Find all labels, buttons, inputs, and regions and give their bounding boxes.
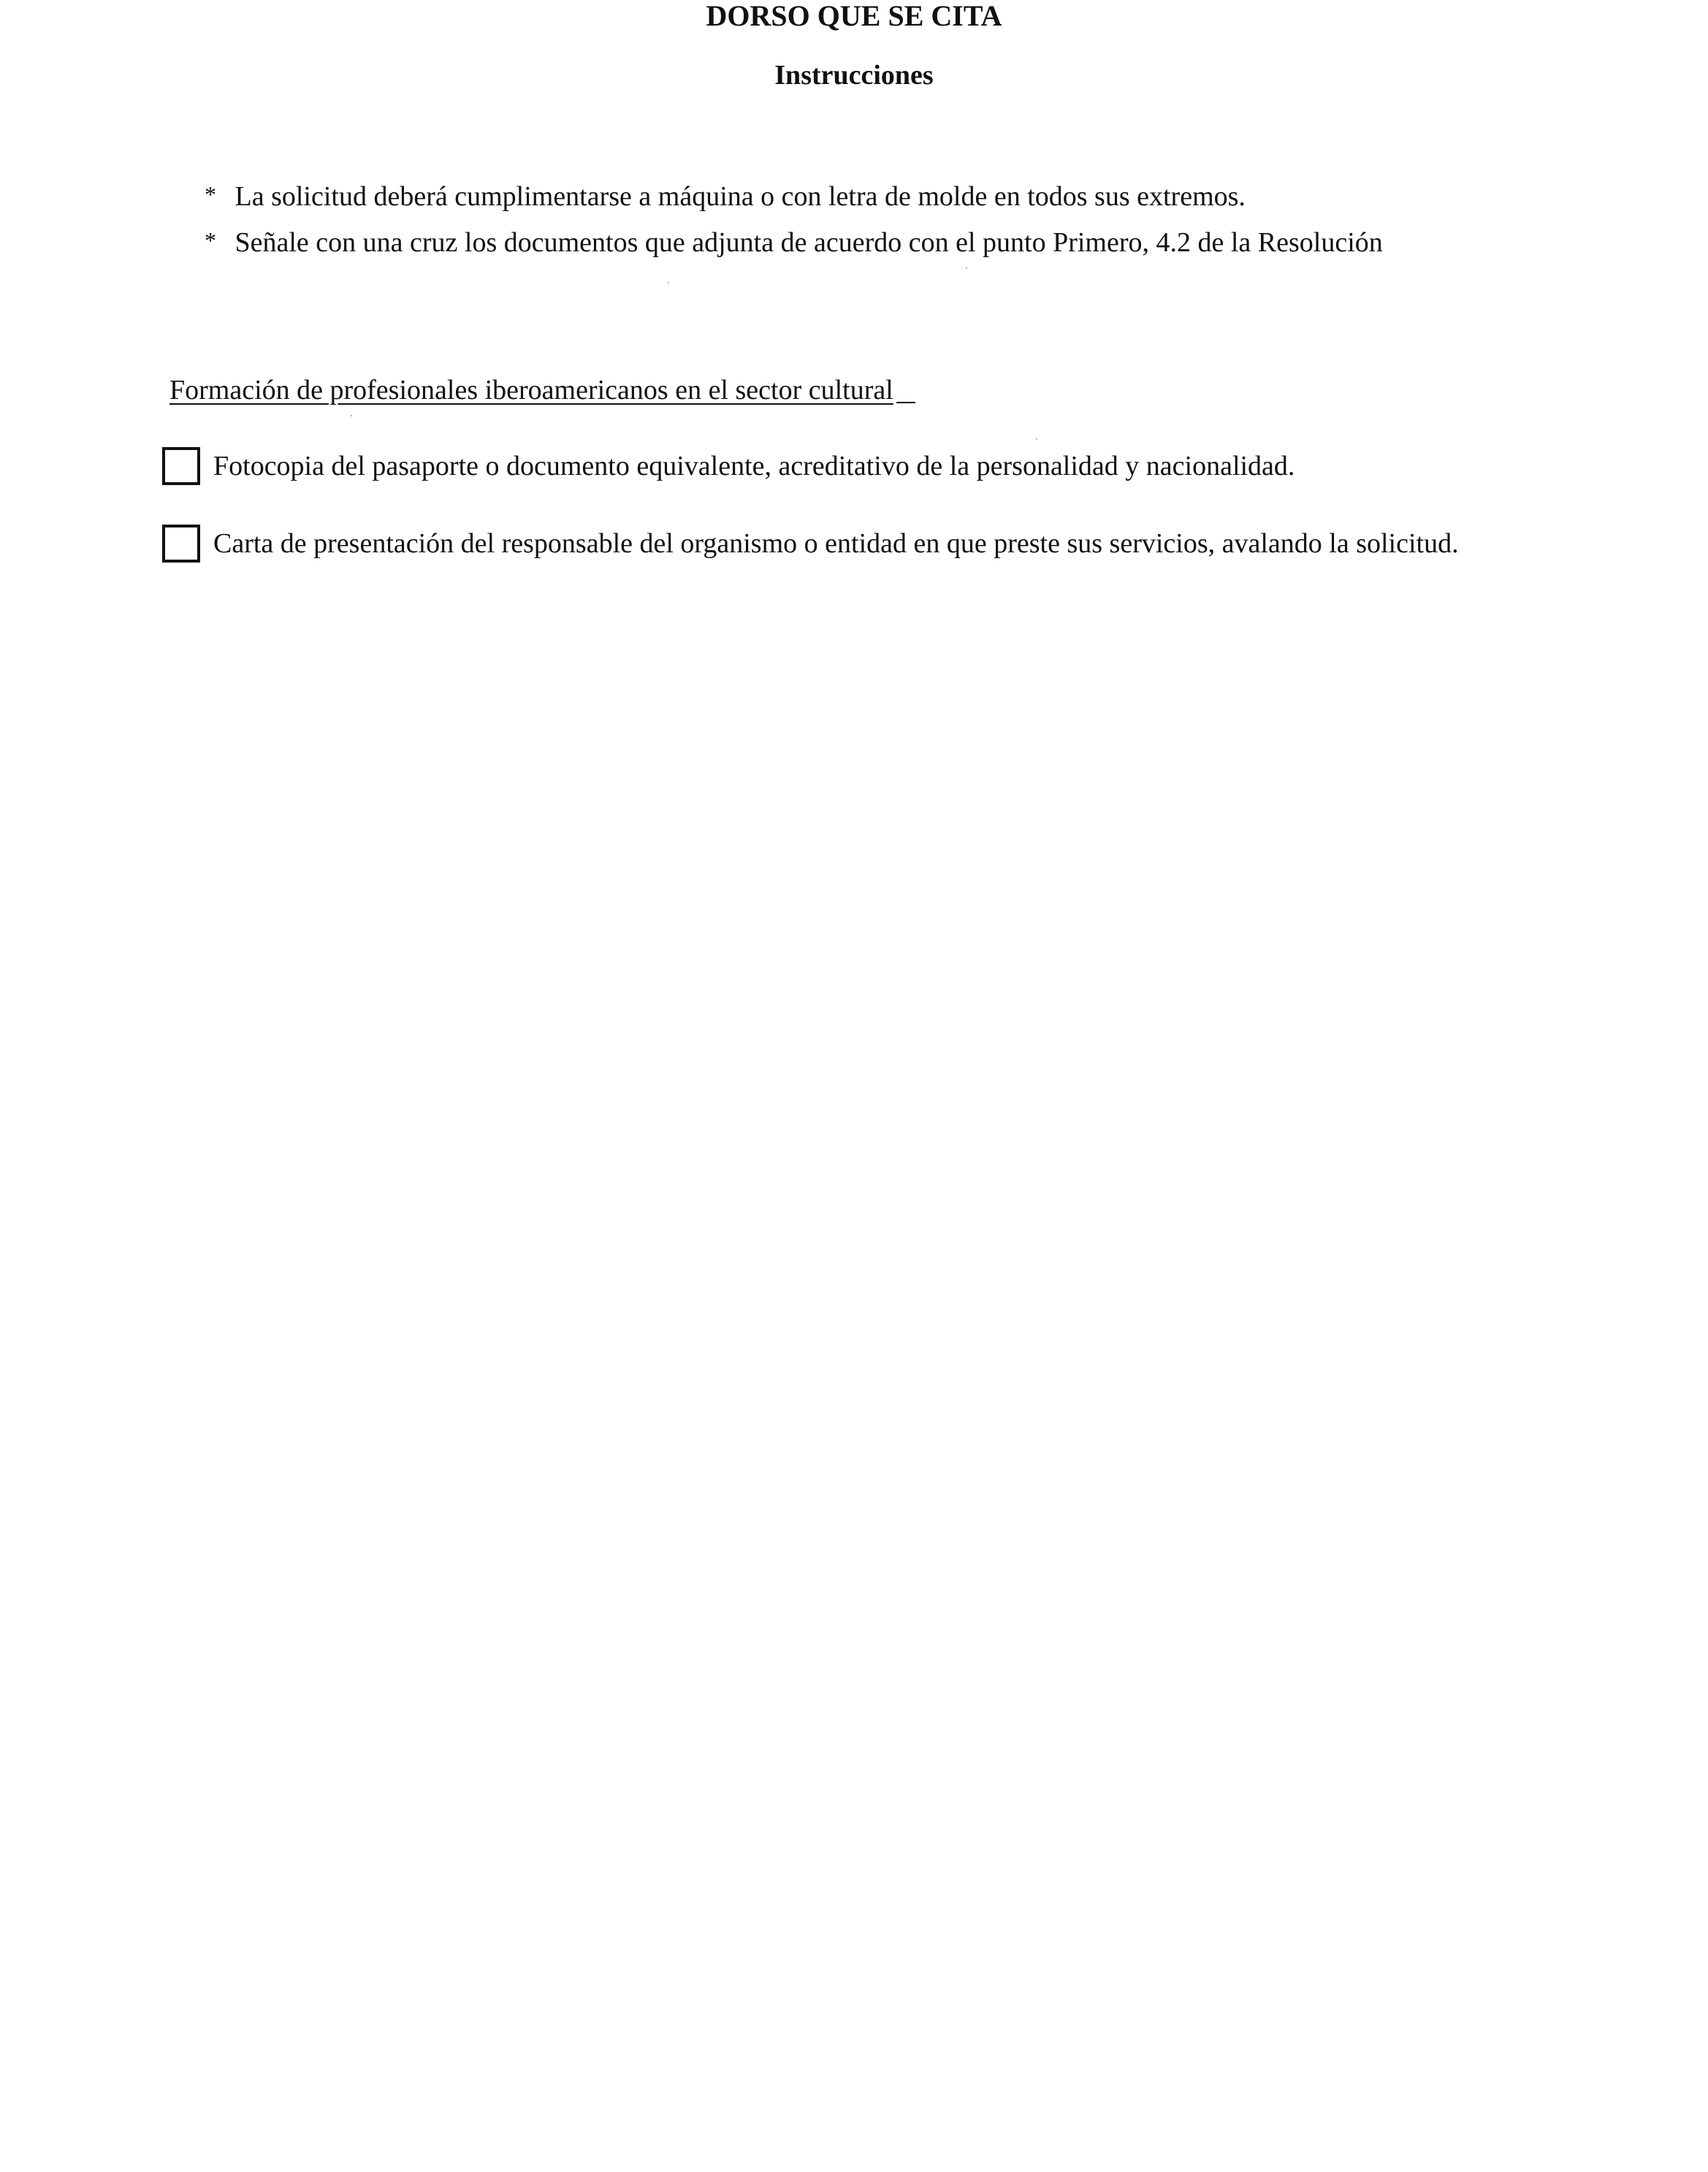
scan-speck xyxy=(668,282,669,283)
section-heading-text: Formación de profesionales iberoamericanos en el sector cultural xyxy=(169,375,893,405)
instruction-item xyxy=(205,172,1383,218)
document-checkbox[interactable] xyxy=(162,447,200,485)
asterisk-bullet: * xyxy=(205,181,216,207)
document-checkbox[interactable] xyxy=(162,525,200,563)
instruction-text: Señale con una cruz los documentos que adjunta de acuerdo con el punto Primero, 4.2 de la Resolución xyxy=(235,227,1383,258)
document-title: DORSO QUE SE CITA xyxy=(706,0,1002,32)
section-heading xyxy=(169,373,915,408)
scan-speck xyxy=(1036,438,1037,440)
scan-speck xyxy=(966,267,967,269)
instruction-text: La solicitud deberá cumplimentarse a máquina o con letra de molde en todos sus extremos. xyxy=(235,181,1246,212)
scan-speck xyxy=(351,415,352,416)
asterisk-bullet: * xyxy=(205,227,216,254)
checkbox-label: Fotocopia del pasaporte o documento equivalente, acreditativo de la personalidad y nacionalidad. xyxy=(213,451,1295,481)
document-subtitle: Instrucciones xyxy=(774,60,934,91)
instruction-item xyxy=(205,218,1383,264)
document-checklist-item[interactable] xyxy=(162,525,1459,563)
checkbox-label: Carta de presentación del responsable del organismo o entidad en que preste sus servicios, avalando la solicitud. xyxy=(213,528,1459,559)
instructions-list xyxy=(205,172,1383,264)
document-checklist-item[interactable] xyxy=(162,447,1295,485)
underline-rule xyxy=(896,402,915,403)
